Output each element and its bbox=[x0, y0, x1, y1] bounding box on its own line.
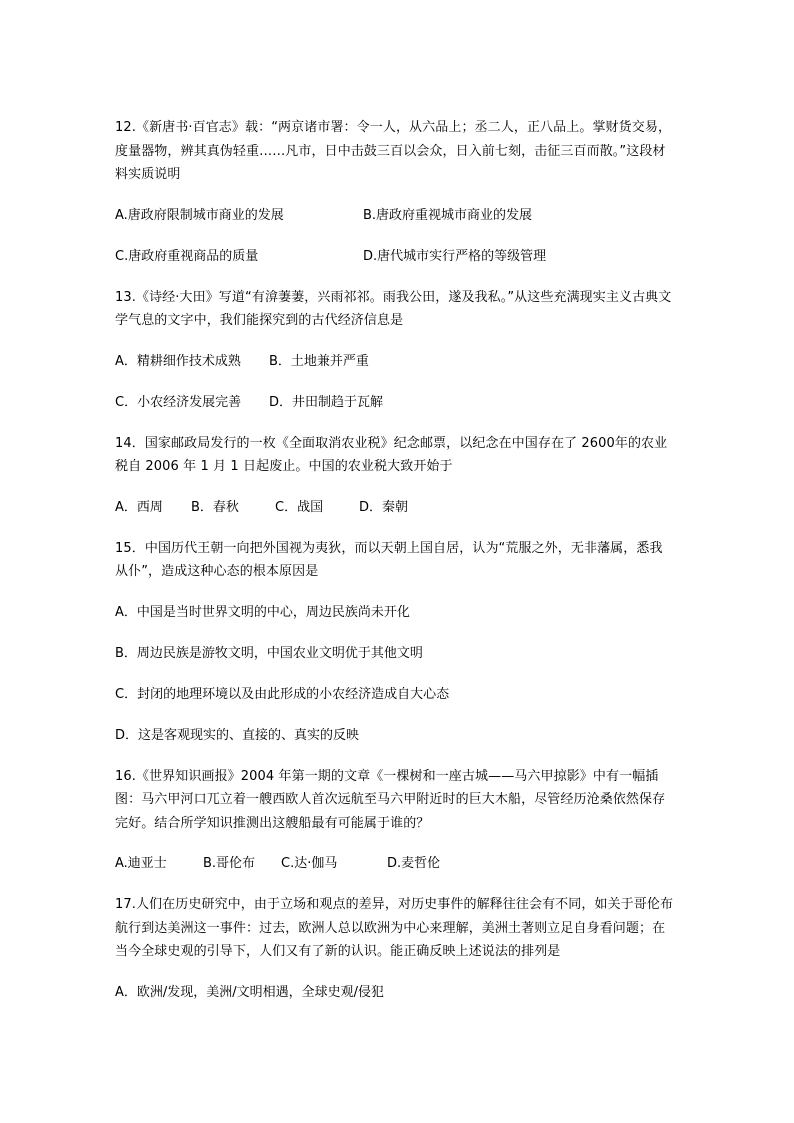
option-a: A．中国是当时世界文明的中心，周边民族尚未开化 bbox=[115, 604, 410, 620]
option-d: D.唐代城市实行严格的等级管理 bbox=[363, 248, 547, 264]
question-stem: 14．国家邮政局发行的一枚《全面取消农业税》纪念邮票，以纪念在中国存在了 2600年的农业税自 2006 年 1 月 1 日起废止。中国的农业税大致开始于 bbox=[115, 435, 668, 474]
option-c: C．小农经济发展完善 bbox=[115, 394, 242, 410]
option-b: B．周边民族是游牧文明，中国农业文明优于其他文明 bbox=[115, 645, 423, 661]
option-row bbox=[115, 206, 675, 226]
option-row bbox=[115, 498, 675, 518]
question-14 bbox=[115, 432, 675, 518]
option-row bbox=[115, 603, 675, 623]
question-15 bbox=[115, 537, 675, 746]
option-row bbox=[115, 854, 675, 874]
option-b: B.哥伦布 bbox=[203, 856, 256, 871]
question-list bbox=[115, 116, 675, 1003]
option-d: D．井田制趋于瓦解 bbox=[269, 394, 384, 410]
option-row bbox=[115, 726, 675, 746]
question-stem: 13.《诗经·大田》写道“有渰萋萋，兴雨祁祁。雨我公田，遂及我私。”从这些充满现实主义古典文学气息的文字中，我们能探究到的古代经济信息是 bbox=[115, 289, 672, 328]
option-row bbox=[115, 983, 675, 1003]
option-a: A.唐政府限制城市商业的发展 bbox=[115, 207, 284, 223]
option-row bbox=[115, 644, 675, 664]
option-b: B.唐政府重视城市商业的发展 bbox=[363, 207, 533, 223]
option-c: C.唐政府重视商品的质量 bbox=[115, 248, 259, 264]
option-row bbox=[115, 352, 675, 372]
option-a: A．西周 bbox=[115, 499, 163, 515]
option-a: A．欧洲/发现，美洲/文明相遇，全球史观/侵犯 bbox=[115, 984, 385, 1000]
option-c: C．封闭的地理环境以及由此形成的小农经济造成自大心态 bbox=[115, 686, 450, 702]
question-stem: 16.《世界知识画报》2004 年第一期的文章《一棵树和一座古城——马六甲掠影》中有一幅插图：马六甲河口兀立着一艘西欧人首次远航至马六甲附近时的巨大木船，尽管经历沧桑依然保存完好。结合所学知识推测出这艘船最有可能属于谁的？ bbox=[115, 768, 666, 831]
option-d: D．这是客观现实的、直接的、真实的反映 bbox=[115, 727, 360, 743]
option-a: A.迪亚士 bbox=[115, 856, 167, 871]
option-c: C．战国 bbox=[275, 499, 324, 515]
option-c: C.达·伽马 bbox=[281, 856, 338, 871]
question-stem: 15．中国历代王朝一向把外国视为夷狄，而以天朝上国自居，认为“荒服之外，无非藩属，悉我从仆”，造成这种心态的根本原因是 bbox=[115, 540, 663, 579]
option-row bbox=[115, 393, 675, 413]
option-b: B．土地兼并严重 bbox=[269, 353, 369, 369]
option-d: D.麦哲伦 bbox=[387, 856, 441, 871]
question-stem: 12.《新唐书·百官志》载：“两京诸市署：令一人，从六品上；丞二人，正八品上。掌财货交易，度量器物，辨其真伪轻重……凡市，日中击鼓三百以会众，日入前七刻，击征三百而散。”这段材料实质说明 bbox=[115, 120, 672, 182]
option-b: B．春秋 bbox=[191, 499, 239, 515]
question-16 bbox=[115, 765, 675, 875]
question-12 bbox=[115, 116, 675, 267]
option-d: D．秦朝 bbox=[359, 499, 409, 515]
option-a: A．精耕细作技术成熟 bbox=[115, 353, 241, 369]
question-17 bbox=[115, 893, 675, 1003]
question-13 bbox=[115, 286, 675, 413]
option-row bbox=[115, 685, 675, 705]
question-stem: 17.人们在历史研究中，由于立场和观点的差异，对历史事件的解释往往会有不同，如关于哥伦布航行到达美洲这一事件：过去，欧洲人总以欧洲为中心来理解，美洲土著则立足自身看问题；在当今全球史观的引导下，人们又有了新的认识。能正确反映上述说法的排列是 bbox=[115, 897, 674, 959]
option-row bbox=[115, 247, 675, 267]
